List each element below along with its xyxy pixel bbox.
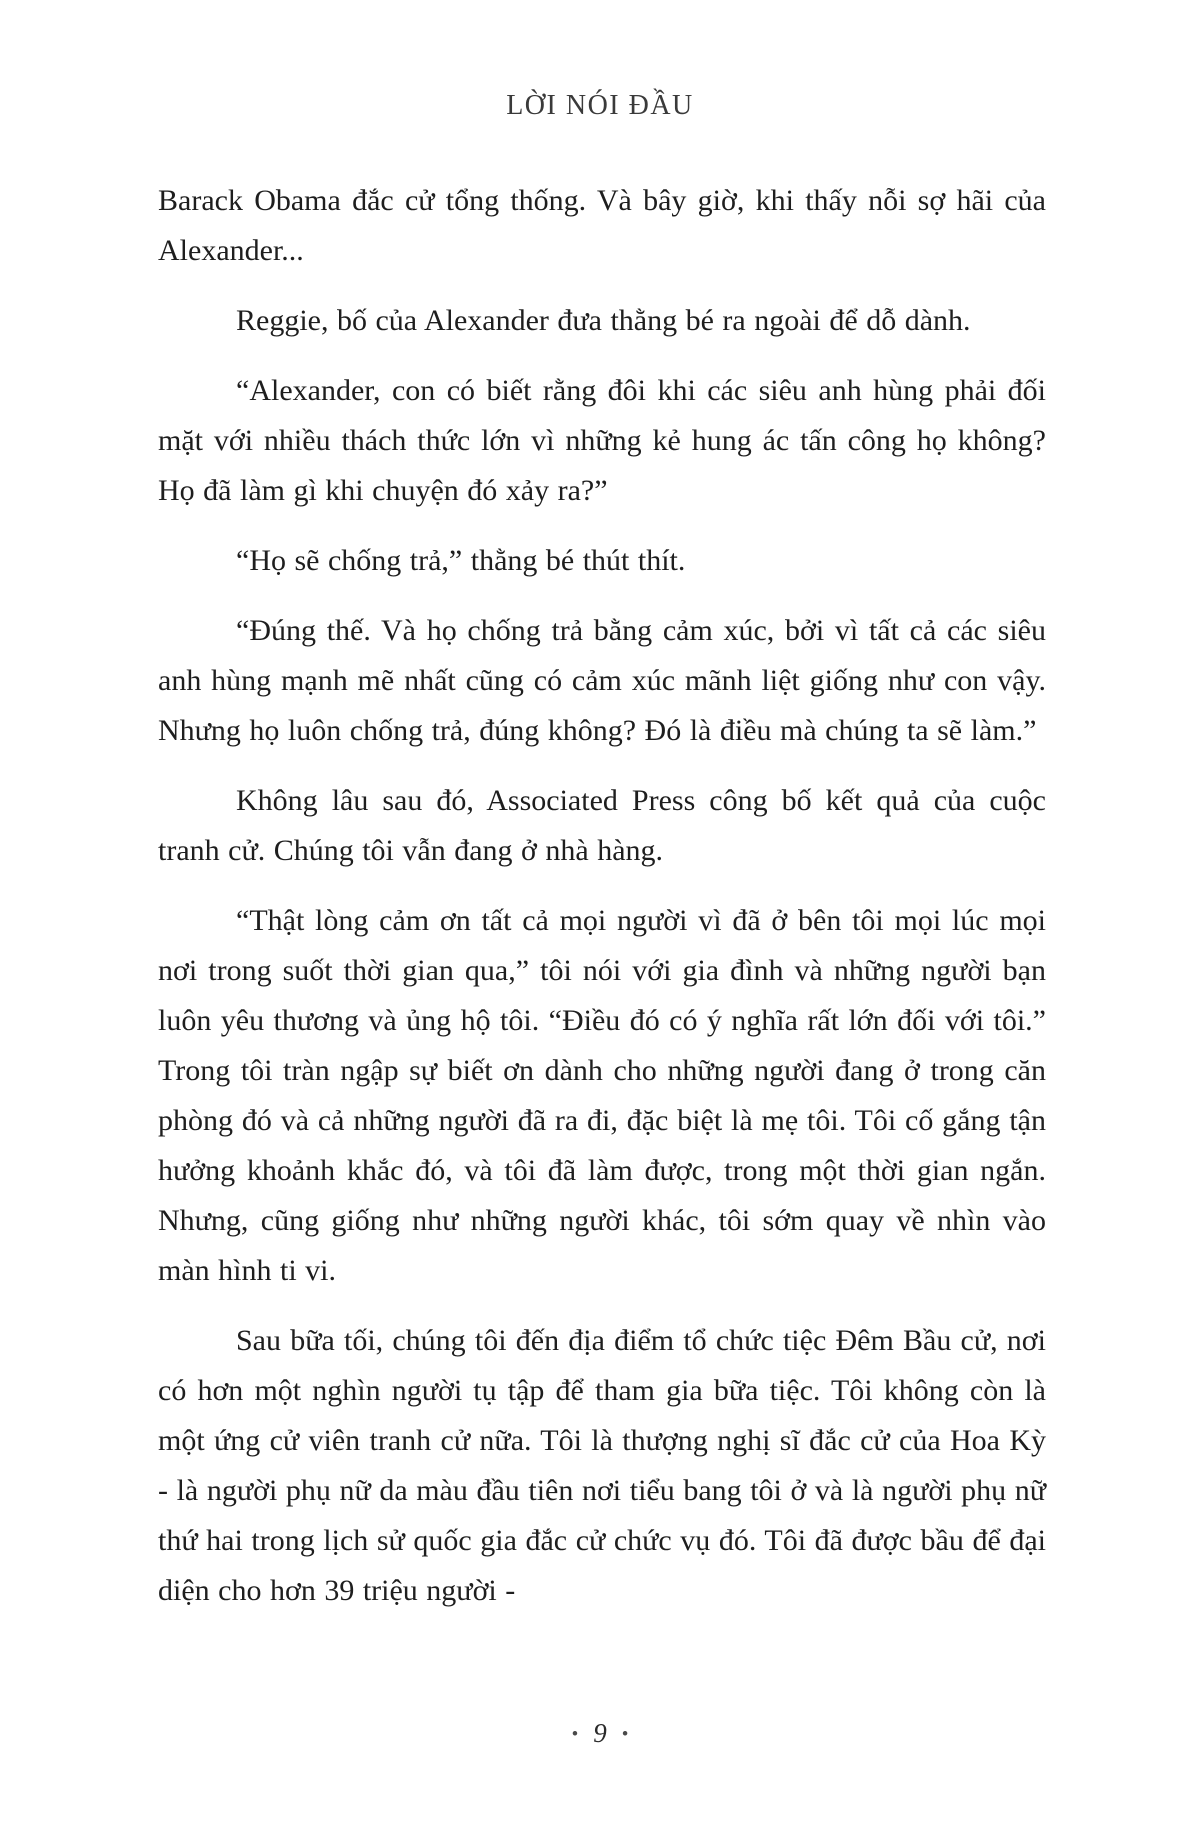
- footer-dot-right-icon: •: [621, 1724, 629, 1745]
- paragraph: Reggie, bố của Alexander đưa thằng bé ra ngoài để dỗ dành.: [236, 304, 971, 337]
- paragraph: “Họ sẽ chống trả,” thằng bé thút thít.: [236, 544, 686, 577]
- paragraph: Sau bữa tối, chúng tôi đến địa điểm tổ chức tiệc Đêm Bầu cử, nơi có hơn một nghìn người tụ tập để tham gia bữa tiệc. Tôi không còn là một ứng cử viên tranh cử nữa. Tôi là thượng nghị sĩ đắc cử của Hoa Kỳ - là người phụ nữ da màu đầu tiên nơi tiểu bang tôi ở và là người phụ nữ thứ hai trong lịch sử quốc gia đắc cử chức vụ đó. Tôi đã được bầu để đại diện cho hơn 39 triệu người -: [158, 1324, 1046, 1607]
- page-header: [0, 92, 1200, 120]
- chapter-title: LỜI NÓI ĐẦU: [506, 90, 694, 121]
- body-text: [158, 176, 1046, 1616]
- paragraph: “Alexander, con có biết rằng đôi khi các siêu anh hùng phải đối mặt với nhiều thách thức lớn vì những kẻ hung ác tấn công họ không? Họ đã làm gì khi chuyện đó xảy ra?”: [158, 374, 1046, 507]
- footer-dot-left-icon: •: [571, 1724, 579, 1745]
- paragraph: “Thật lòng cảm ơn tất cả mọi người vì đã ở bên tôi mọi lúc mọi nơi trong suốt thời gian qua,” tôi nói với gia đình và những người bạn luôn yêu thương và ủng hộ tôi. “Điều đó có ý nghĩa rất lớn đối với tôi.” Trong tôi tràn ngập sự biết ơn dành cho những người đang ở trong căn phòng đó và cả những người đã ra đi, đặc biệt là mẹ tôi. Tôi cố gắng tận hưởng khoảnh khắc đó, và tôi đã làm được, trong một thời gian ngắn. Nhưng, cũng giống như những người khác, tôi sớm quay về nhìn vào màn hình ti vi.: [158, 904, 1046, 1287]
- page-number: 9: [593, 1718, 607, 1748]
- page-footer: [0, 1720, 1200, 1747]
- paragraph: Barack Obama đắc cử tổng thống. Và bây giờ, khi thấy nỗi sợ hãi của Alexander...: [158, 184, 1046, 267]
- paragraph: “Đúng thế. Và họ chống trả bằng cảm xúc, bởi vì tất cả các siêu anh hùng mạnh mẽ nhất cũng có cảm xúc mãnh liệt giống như con vậy. Nhưng họ luôn chống trả, đúng không? Đó là điều mà chúng ta sẽ làm.”: [158, 614, 1046, 747]
- paragraph: Không lâu sau đó, Associated Press công bố kết quả của cuộc tranh cử. Chúng tôi vẫn đang ở nhà hàng.: [158, 784, 1046, 867]
